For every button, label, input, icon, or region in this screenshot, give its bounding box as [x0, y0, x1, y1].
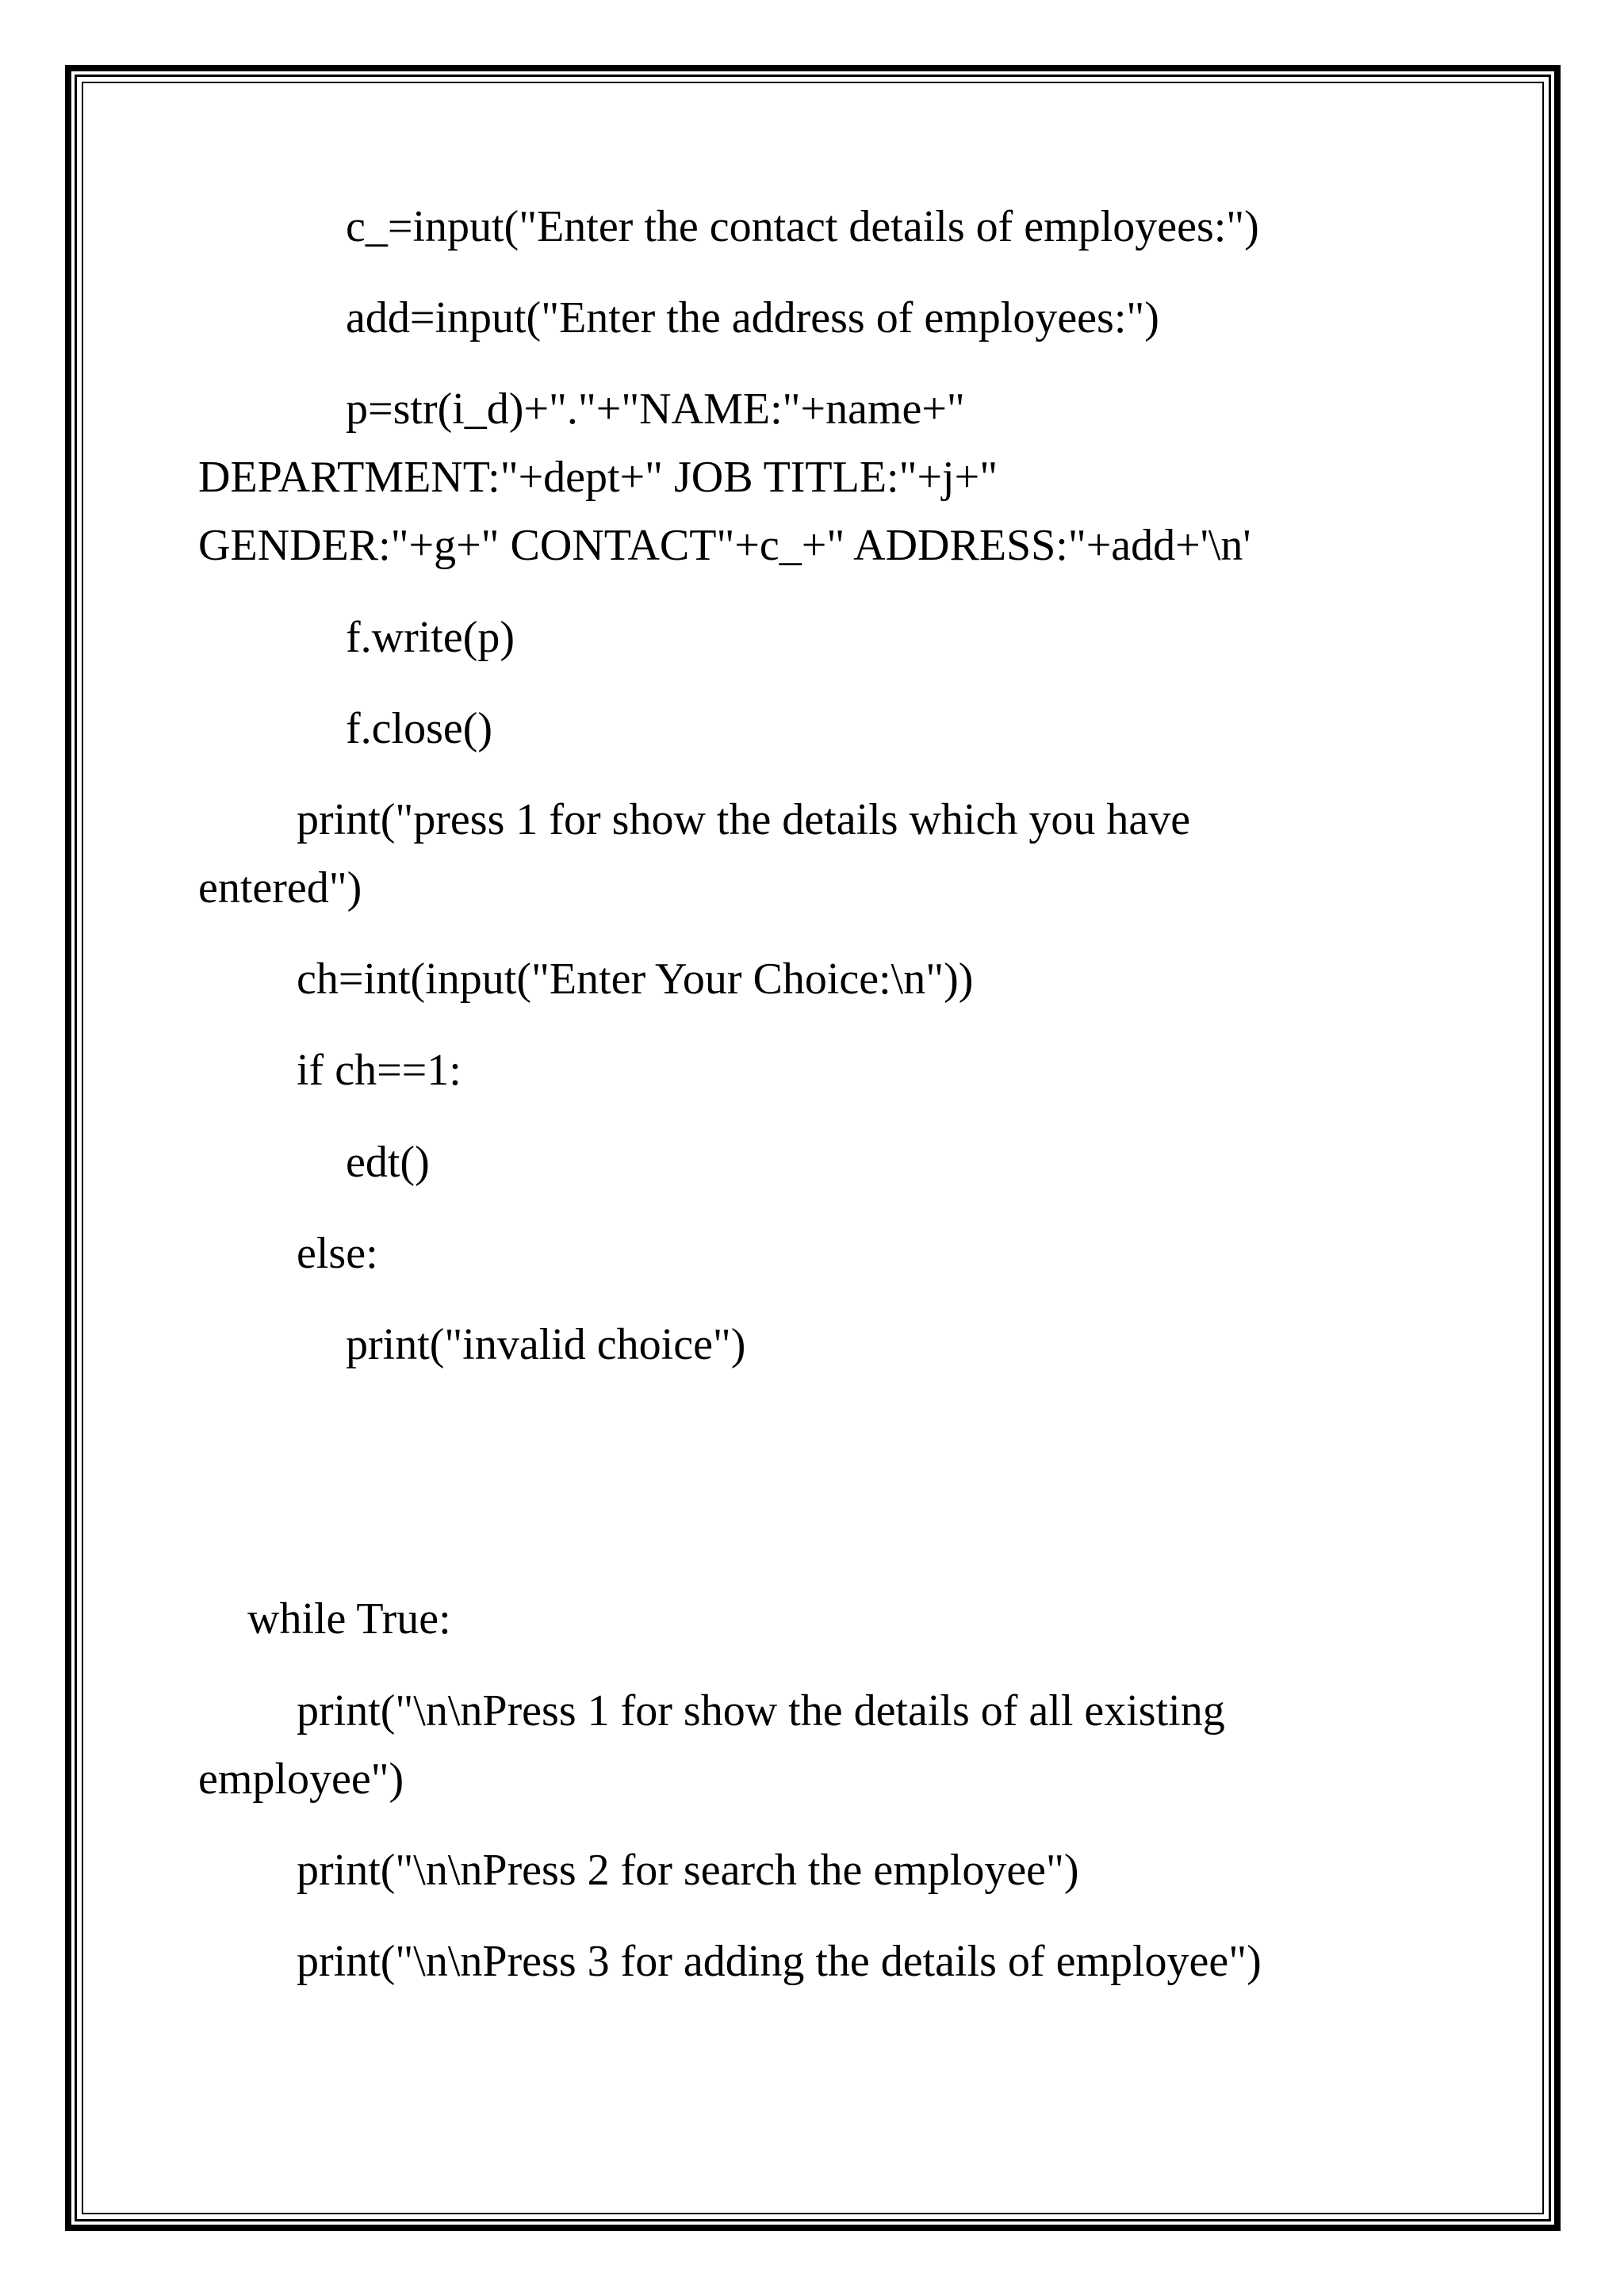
- code-line: print("\n\nPress 3 for adding the details of employee"): [297, 1937, 1262, 1986]
- code-line: edt(): [346, 1138, 430, 1187]
- code-line: c_=input("Enter the contact details of employees:"): [346, 202, 1259, 251]
- code-line: if ch==1:: [297, 1046, 462, 1095]
- code-line: ch=int(input("Enter Your Choice:\n")): [297, 955, 974, 1004]
- code-line: p=str(i_d)+"."+"NAME:"+name+": [346, 385, 965, 434]
- code-line: DEPARTMENT:"+dept+" JOB TITLE:"+j+": [198, 453, 998, 502]
- code-line: f.close(): [346, 704, 493, 753]
- code-line: while True:: [247, 1594, 451, 1644]
- code-line: f.write(p): [346, 613, 515, 662]
- code-line: print("\n\nPress 2 for search the employee"): [297, 1846, 1079, 1895]
- code-line: employee"): [198, 1755, 404, 1804]
- code-line: entered"): [198, 863, 362, 913]
- code-line: GENDER:"+g+" CONTACT"+c_+" ADDRESS:"+add+'\n': [198, 521, 1251, 570]
- code-line: print("press 1 for show the details which you have: [297, 795, 1191, 844]
- code-line: else:: [297, 1229, 378, 1278]
- code-line: add=input("Enter the address of employees:"): [346, 293, 1159, 342]
- code-line: print("invalid choice"): [346, 1320, 746, 1369]
- code-line: print("\n\nPress 1 for show the details of all existing: [297, 1686, 1225, 1735]
